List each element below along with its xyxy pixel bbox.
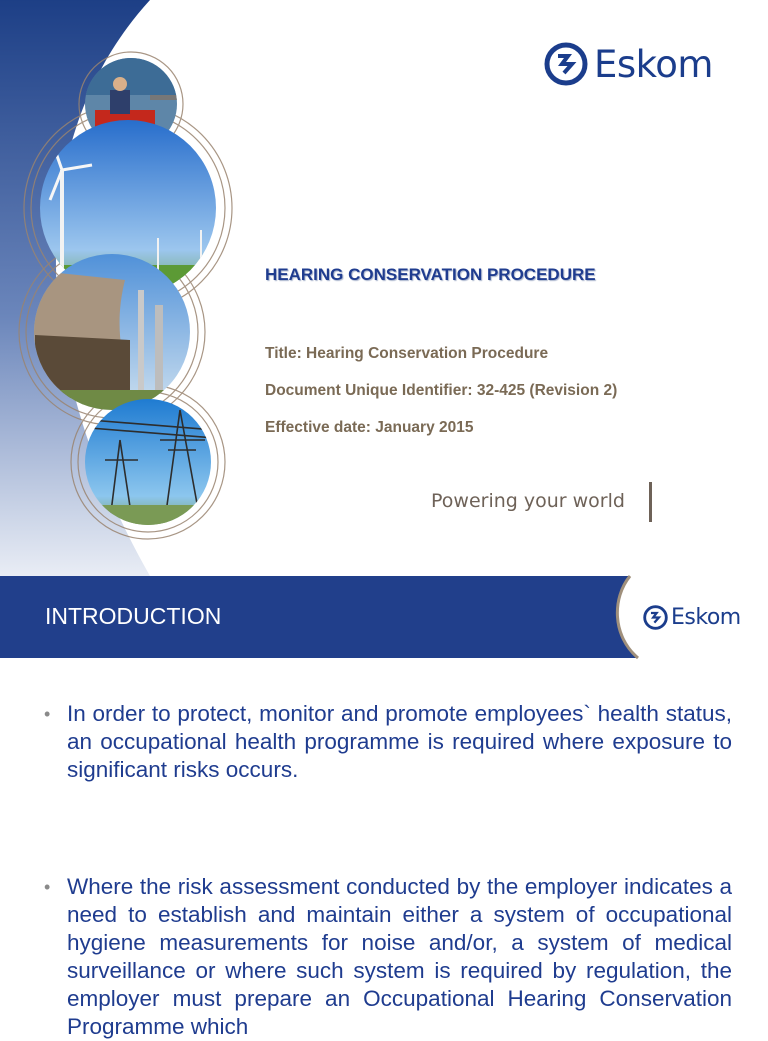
list-item: • In order to protect, monitor and promote employees` health status, an occupational health programme is required where exposure to significant risks occurs. [44,700,732,784]
list-item: • Where the risk assessment conducted by the employer indicates a need to establish and maintain either a system of occupational hygiene measurements for noise and/or, a system of medical surveillance or where such system is required by regulation, the employer must prepare an Occupational Hearing Conservation Programme which [44,873,732,1041]
tagline: Powering your world [431,490,625,512]
document-heading: HEARING CONSERVATION PROCEDURE [265,265,596,284]
introduction-slide [0,576,768,1039]
title-line: Title: Hearing Conservation Procedure [265,345,549,362]
eskom-logo [544,42,713,86]
eskom-logo-small [643,605,741,630]
eskom-wordmark: Eskom [594,42,713,86]
tagline-divider [649,482,652,522]
eskom-wordmark: Eskom [671,605,741,630]
slide-title: INTRODUCTION [45,603,222,629]
title-banner [0,576,768,658]
identifier-line: Document Unique Identifier: 32-425 (Revision 2) [265,382,618,399]
eskom-emblem-icon [643,605,668,630]
bullet-list [44,700,732,1041]
eskom-emblem-icon [544,42,588,86]
effective-date-line: Effective date: January 2015 [265,419,474,436]
